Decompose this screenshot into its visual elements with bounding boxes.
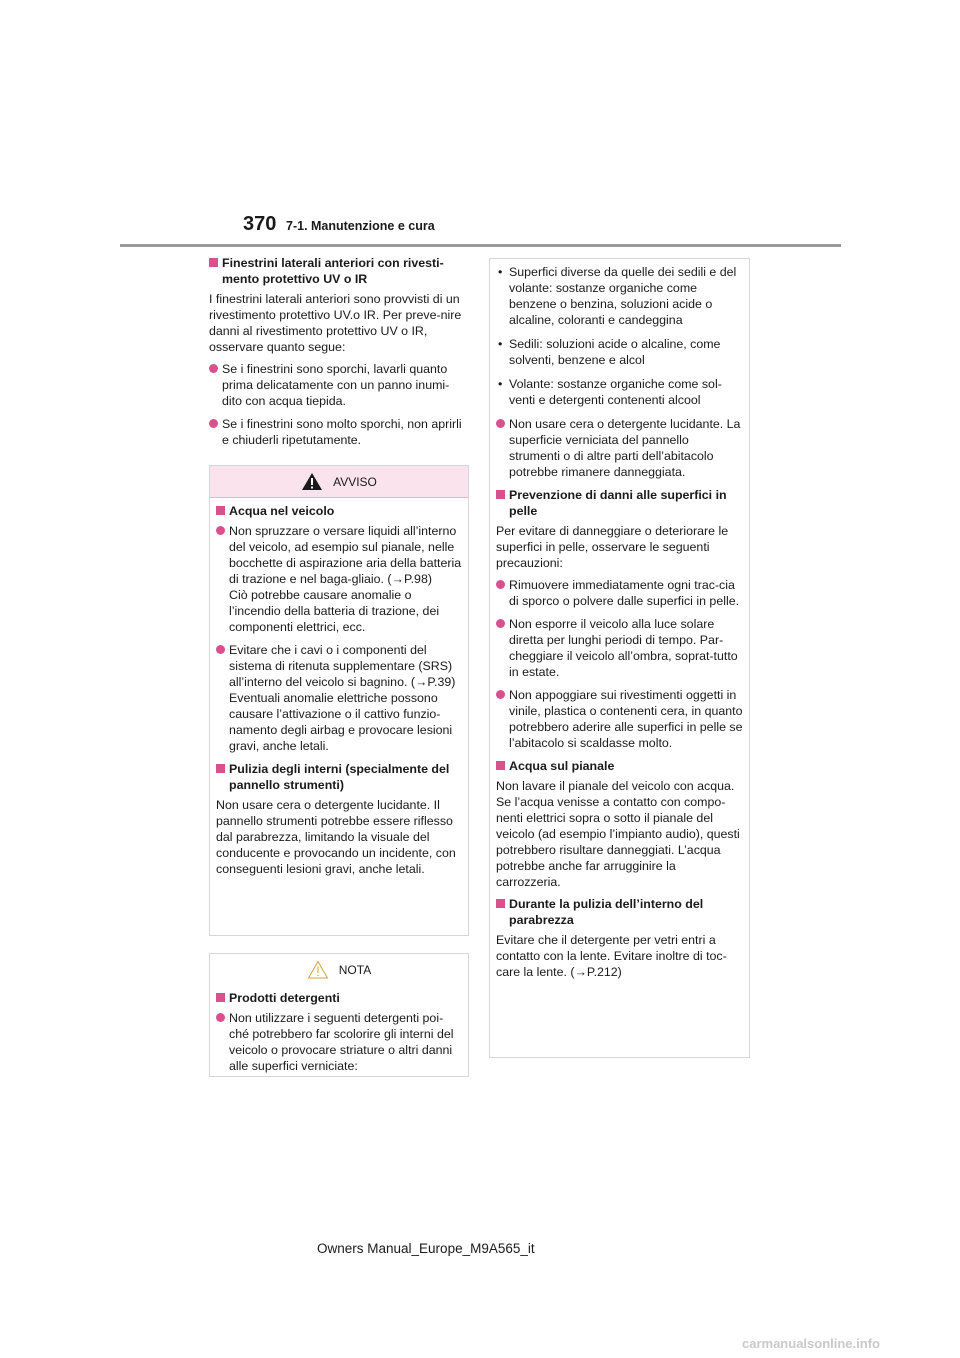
page-number: 370 — [243, 213, 277, 235]
circle-bullet-icon — [496, 619, 505, 628]
warning-title: AVVISO — [333, 474, 377, 489]
leather-paragraph: Per evitare di danneggiare o deteriorare le superfici in pelle, osservare le seguenti precauzioni: — [496, 524, 729, 570]
square-bullet-icon — [496, 761, 505, 770]
square-bullet-icon — [209, 258, 218, 267]
floor-paragraph-2: Se l’acqua venisse a contatto con compo-nenti elettrici sopra o sotto il pianale del veicolo (ad esempio l’impianto audio), questi potrebbero risultare danneggiati. L’acqua potrebbe anche far arrugginire la carrozzeria. — [496, 795, 740, 889]
list-item: • Superfici diverse da quelle dei sedili e del volante: sostanze organiche come benzene o benzina, soluzioni acide o alcaline, coloranti e candeggina — [498, 265, 737, 327]
circle-bullet-icon — [209, 419, 218, 428]
right-note-continuation — [489, 258, 750, 1058]
small-dot-icon: • — [498, 265, 503, 279]
small-dot-icon: • — [498, 337, 503, 351]
list-item: Non spruzzare o versare liquidi all’interno del veicolo, ad esempio sul pianale, nelle bocchette di aspirazione aria della batteria di trazione e nel baga-gliaio. (→P.98) Ciò potrebbe causare anomalie o l’incendio della batteria di trazione, dei componenti elettrici, ecc. — [216, 523, 462, 635]
header-rule — [120, 244, 841, 247]
section-title: 7-1. Manutenzione e cura — [286, 219, 435, 233]
left-column — [209, 255, 469, 455]
circle-bullet-icon — [216, 645, 225, 654]
uv-ir-paragraph: I finestrini laterali anteriori sono provvisti di un rivestimento protettivo UV.o IR. Per preve-nire danni al rivestimento protettivo UV o IR, osservare quanto segue: — [209, 292, 462, 354]
watermark: carmanualsonline.info — [742, 1336, 880, 1351]
list-item: Non usare cera o detergente lucidante. La superficie verniciata del pannello strumenti o di altre parti dell’abitacolo potrebbe rimanere danneggiata. — [496, 416, 743, 480]
square-bullet-icon — [496, 899, 505, 908]
circle-bullet-icon — [216, 1013, 225, 1022]
list-item: Evitare che i cavi o i componenti del sistema di ritenuta supplementare (SRS) all’interno del veicolo si bagnino. (→P.39) Eventuali anomalie elettriche possono causare l’attivazione o il cattivo funzio-namento degli airbag e provocare lesioni gravi, anche letali. — [216, 642, 462, 754]
interior-cleaning-heading: Pulizia degli interni (specialmente del pannello strumenti) — [216, 761, 462, 793]
list-item: Non esporre il veicolo alla luce solare diretta per lunghi periodi di tempo. Par-cheggiare il veicolo all’ombra, soprat-tutto in estate. — [496, 616, 743, 680]
leather-heading: Prevenzione di danni alle superfici in pelle — [496, 487, 743, 519]
windshield-heading: Durante la pulizia dell’interno del parabrezza — [496, 896, 743, 928]
note-title: NOTA — [338, 962, 372, 977]
circle-bullet-icon — [496, 580, 505, 589]
water-heading: Acqua nel veicolo — [216, 503, 462, 519]
list-item: • Volante: sostanze organiche come sol-venti e detergenti contenenti alcool — [498, 377, 722, 407]
circle-bullet-icon — [216, 526, 225, 535]
list-item: Se i finestrini sono molto sporchi, non aprirli e chiuderli ripetutamente. — [209, 416, 469, 448]
circle-bullet-icon — [496, 690, 505, 699]
footer-doc-id: Owners Manual_Europe_M9A565_it — [317, 1241, 535, 1256]
warning-triangle-icon — [301, 472, 323, 491]
windshield-paragraph: Evitare che il detergente per vetri entri a contatto con la lente. Evitare inoltre di toc-care la lente. (→P.212) — [496, 933, 727, 979]
circle-bullet-icon — [209, 364, 218, 373]
list-item: Non utilizzare i seguenti detergenti poi-ché potrebbero far scolorire gli interni del veicolo o provocare striature o altri danni alle superfici verniciate: — [216, 1010, 462, 1074]
floor-paragraph-1: Non lavare il pianale del veicolo con acqua. — [496, 779, 735, 793]
list-item: Rimuovere immediatamente ogni trac-cia di sporco o polvere dalle superfici in pelle. — [496, 577, 743, 609]
floor-heading: Acqua sul pianale — [496, 758, 743, 774]
circle-bullet-icon — [496, 419, 505, 428]
list-item: • Sedili: soluzioni acide o alcaline, come solventi, benzene e alcol — [498, 337, 721, 367]
small-dot-icon: • — [498, 377, 503, 391]
square-bullet-icon — [216, 993, 225, 1002]
square-bullet-icon — [216, 506, 225, 515]
square-bullet-icon — [216, 764, 225, 773]
warning-header — [210, 466, 468, 498]
list-item: Non appoggiare sui rivestimenti oggetti in vinile, plastica o contenenti cera, in quanto potrebbero aderire alle superfici in pelle se l’abitacolo si scaldasse molto. — [496, 687, 743, 751]
interior-cleaning-paragraph: Non usare cera o detergente lucidante. Il pannello strumenti potrebbe essere riflesso dal parabrezza, limitando la visuale del conducente e provocando un incidente, con conseguenti lesioni gravi, anche letali. — [216, 798, 456, 876]
caution-triangle-icon — [307, 960, 329, 979]
note-box — [209, 953, 469, 1077]
list-item: Se i finestrini sono sporchi, lavarli quanto prima delicatamente con un panno inumi-dito con acqua tiepida. — [209, 361, 469, 409]
square-bullet-icon — [496, 490, 505, 499]
uv-ir-heading: Finestrini laterali anteriori con rivesti-mento protettivo UV o IR — [209, 255, 469, 287]
detergents-heading: Prodotti detergenti — [216, 990, 462, 1006]
warning-box — [209, 465, 469, 936]
note-header — [210, 954, 468, 985]
